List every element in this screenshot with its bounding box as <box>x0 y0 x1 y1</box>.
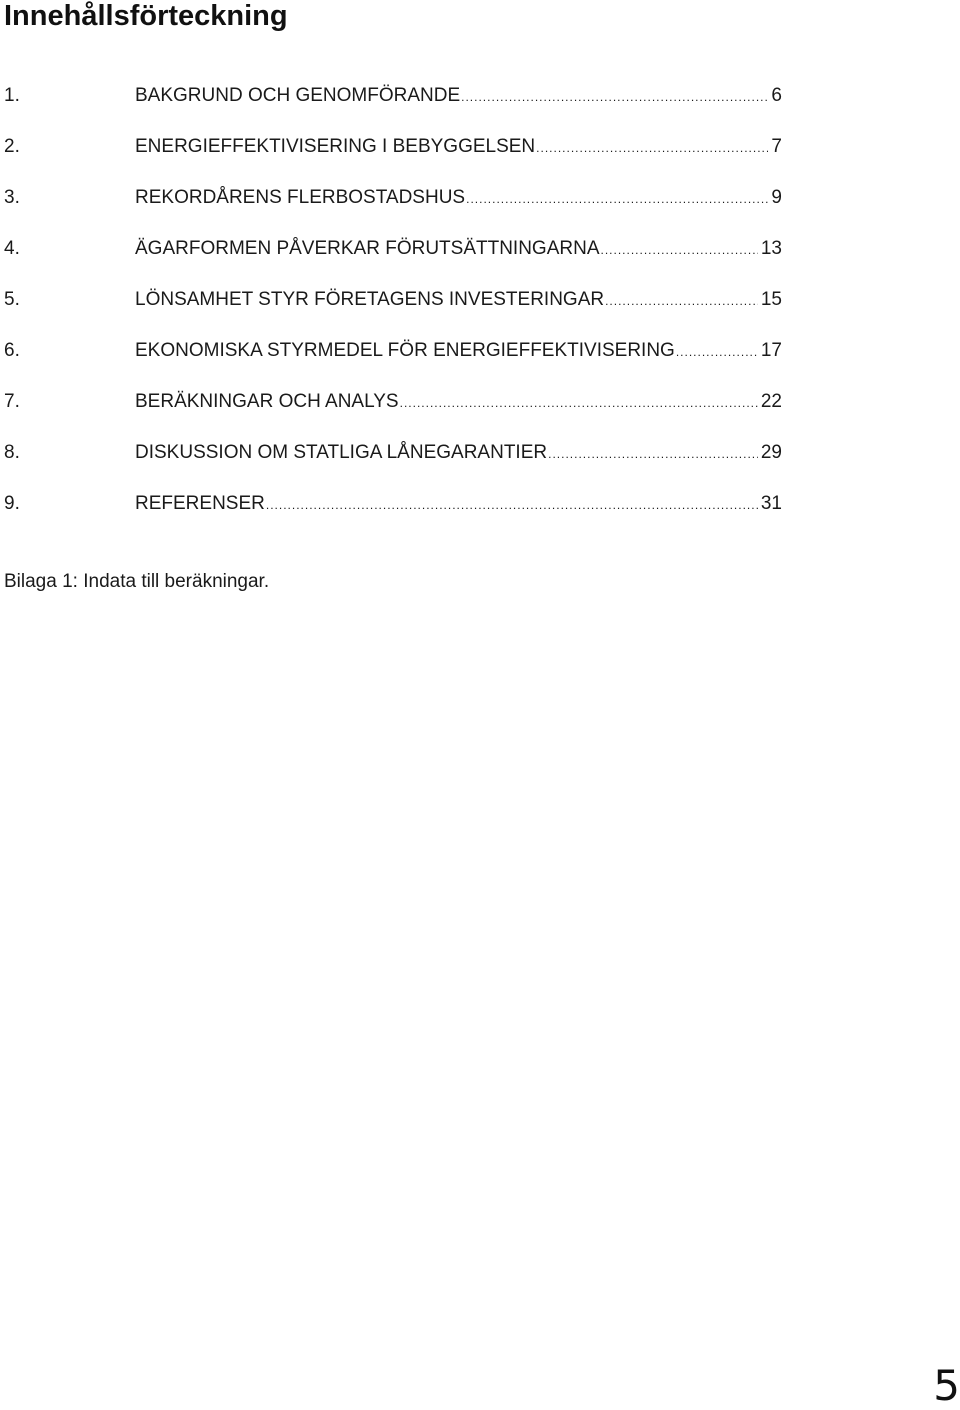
toc-entry[interactable] <box>0 388 782 439</box>
toc-entry-page: 6 <box>771 85 782 106</box>
toc-entry[interactable] <box>0 490 782 541</box>
toc-entry-number: 2. <box>4 136 20 157</box>
table-of-contents <box>0 82 782 541</box>
toc-entry-number: 1. <box>4 85 20 106</box>
toc-entry[interactable] <box>0 133 782 184</box>
toc-entry-number: 9. <box>4 493 20 514</box>
toc-dot-leader <box>676 338 758 366</box>
toc-entry-label: BAKGRUND OCH GENOMFÖRANDE <box>135 85 461 106</box>
toc-entry-label: EKONOMISKA STYRMEDEL FÖR ENERGIEFFEKTIVISERING <box>135 340 675 361</box>
page-number: 5 <box>933 1361 960 1410</box>
toc-entry[interactable] <box>0 235 782 286</box>
toc-entry-page: 22 <box>760 391 782 412</box>
page-title: Innehållsförteckning <box>4 0 288 32</box>
toc-dot-leader <box>548 440 758 468</box>
toc-entry-page: 29 <box>760 442 782 463</box>
toc-entry-page: 31 <box>760 493 782 514</box>
toc-dot-leader <box>400 389 758 417</box>
toc-entry-number: 4. <box>4 238 20 259</box>
toc-entry-label: REFERENSER <box>135 493 265 514</box>
toc-entry-label: REKORDÅRENS FLERBOSTADSHUS <box>135 187 466 208</box>
toc-entry[interactable] <box>0 286 782 337</box>
toc-entry-label: ÄGARFORMEN PÅVERKAR FÖRUTSÄTTNINGARNA <box>135 238 600 259</box>
appendix-note: Bilaga 1: Indata till beräkningar. <box>4 571 270 592</box>
toc-dot-leader <box>536 134 768 162</box>
toc-dot-leader <box>266 491 758 519</box>
toc-entry-number: 8. <box>4 442 20 463</box>
toc-entry-page: 9 <box>771 187 782 208</box>
toc-entry-page: 13 <box>760 238 782 259</box>
toc-entry-label: BERÄKNINGAR OCH ANALYS <box>135 391 399 412</box>
toc-entry-page: 15 <box>760 289 782 310</box>
toc-dot-leader <box>461 83 768 111</box>
toc-entry-page: 7 <box>771 136 782 157</box>
toc-entry-label: ENERGIEFFEKTIVISERING I BEBYGGELSEN <box>135 136 536 157</box>
toc-entry-label: DISKUSSION OM STATLIGA LÅNEGARANTIER <box>135 442 548 463</box>
toc-entry[interactable] <box>0 82 782 133</box>
toc-entry-number: 6. <box>4 340 20 361</box>
toc-entry[interactable] <box>0 184 782 235</box>
toc-entry[interactable] <box>0 337 782 388</box>
toc-dot-leader <box>601 236 758 264</box>
toc-dot-leader <box>466 185 768 213</box>
toc-entry-page: 17 <box>760 340 782 361</box>
toc-entry-number: 3. <box>4 187 20 208</box>
toc-entry-number: 7. <box>4 391 20 412</box>
toc-entry[interactable] <box>0 439 782 490</box>
toc-dot-leader <box>605 287 758 315</box>
toc-entry-label: LÖNSAMHET STYR FÖRETAGENS INVESTERINGAR <box>135 289 605 310</box>
toc-entry-number: 5. <box>4 289 20 310</box>
